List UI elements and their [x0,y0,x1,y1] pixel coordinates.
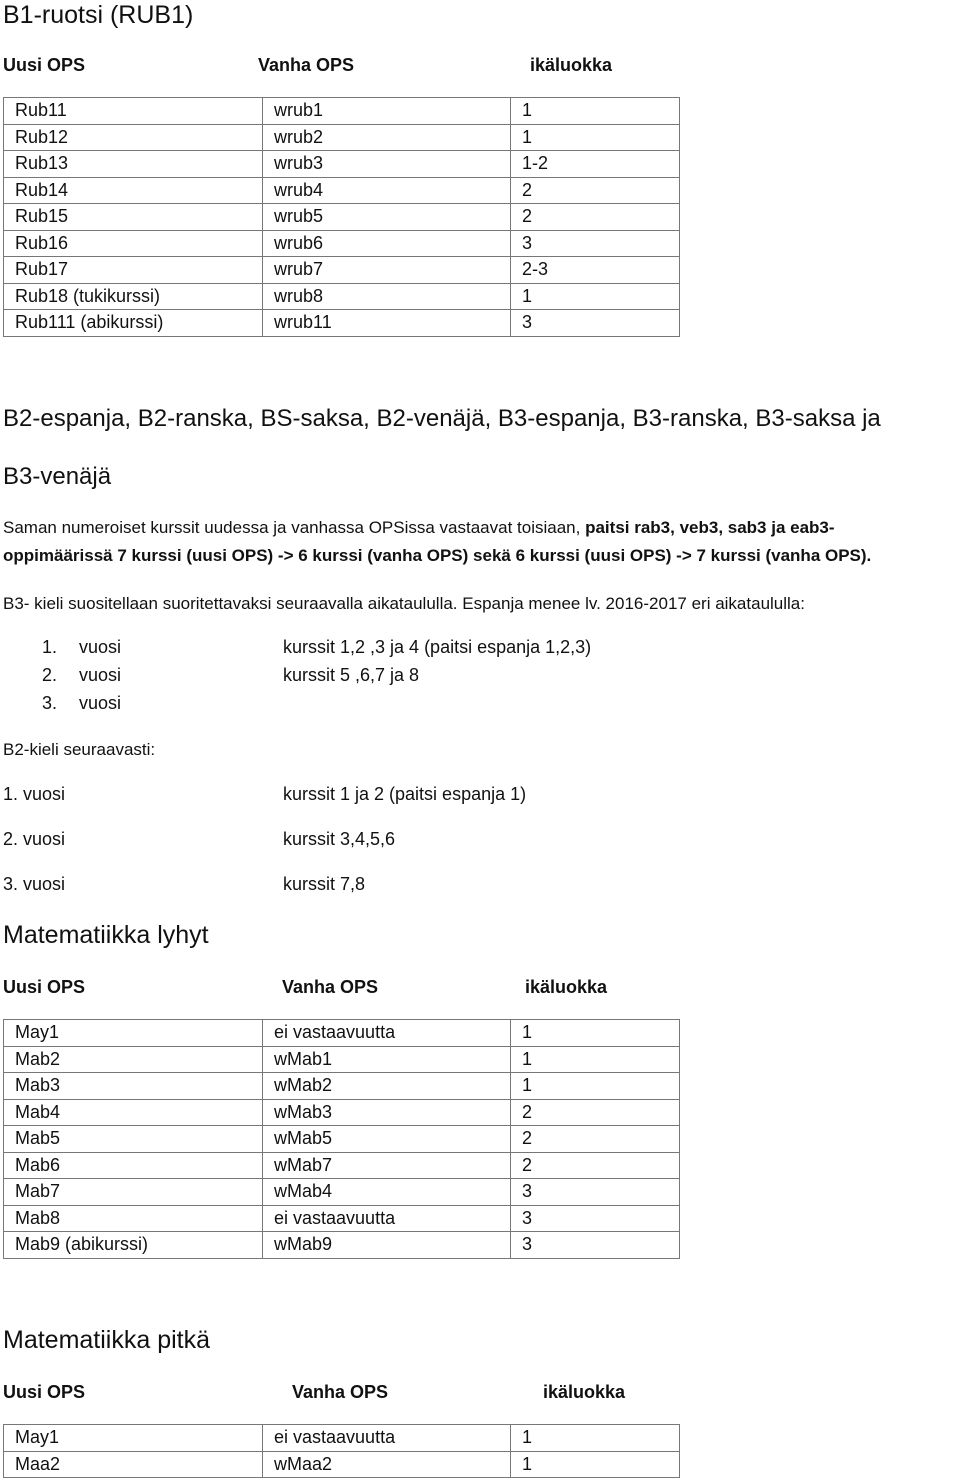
b2-schedule-courses: kurssit 1 ja 2 (paitsi espanja 1) [283,784,527,804]
course-new-cell: Rub14 [4,177,263,204]
table-row [4,124,680,151]
lyhyt-header-vanha: Vanha OPS [282,977,379,997]
course-new-cell: Rub18 (tukikurssi) [4,283,263,310]
b2-schedule-year: 1. vuosi [3,784,66,804]
course-grade-cell: 1 [511,283,680,310]
course-old-cell: wMab9 [263,1232,511,1259]
b2b3-paragraph-2: B3- kieli suositellaan suoritettavaksi seuraavalla aikataululla. Espanja menee lv. 2016-2017 eri aikataululla: [3,594,805,613]
b3-schedule-courses: kurssit 5 ,6,7 ja 8 [283,665,420,685]
b1-header-vanha: Vanha OPS [258,55,355,75]
b3-schedule-num: 3. [42,693,58,713]
course-old-cell: wrub3 [263,151,511,178]
course-new-cell: Mab4 [4,1099,263,1126]
b2b3-paragraph-1-bold-b: oppimäärissä 7 kurssi (uusi OPS) -> 6 kurssi (vanha OPS) sekä 6 kurssi (uusi OPS) -> 7 kurssi (vanha OPS). [3,546,872,565]
course-new-cell: May1 [4,1020,263,1047]
table-row [4,1126,680,1153]
course-new-cell: Rub12 [4,124,263,151]
course-new-cell: Mab3 [4,1073,263,1100]
course-old-cell: wrub7 [263,257,511,284]
course-old-cell: wMaa2 [263,1451,511,1478]
table-row [4,1020,680,1047]
b2-schedule-courses: kurssit 7,8 [283,874,366,894]
course-old-cell: wrub4 [263,177,511,204]
b3-schedule-year: vuosi [79,637,122,657]
course-new-cell: Mab5 [4,1126,263,1153]
course-old-cell: wrub2 [263,124,511,151]
course-grade-cell: 3 [511,1205,680,1232]
course-new-cell: Rub17 [4,257,263,284]
course-grade-cell: 2 [511,1152,680,1179]
table-row [4,230,680,257]
b1-course-table [3,97,680,337]
table-row [4,1099,680,1126]
table-row [4,204,680,231]
course-grade-cell: 2 [511,177,680,204]
course-grade-cell: 1 [511,1073,680,1100]
b3-schedule-year: vuosi [79,693,122,713]
course-new-cell: May1 [4,1425,263,1452]
course-grade-cell: 2-3 [511,257,680,284]
course-old-cell: wrub11 [263,310,511,337]
table-row [4,151,680,178]
section-title-maa-lyhyt: Matematiikka lyhyt [3,921,209,949]
course-grade-cell: 2 [511,1099,680,1126]
table-row [4,1205,680,1232]
table-row [4,1179,680,1206]
table-row [4,98,680,125]
b2-schedule-heading: B2-kieli seuraavasti: [3,740,156,759]
course-old-cell: wrub8 [263,283,511,310]
pitka-course-table [3,1424,680,1478]
course-grade-cell: 3 [511,1179,680,1206]
course-grade-cell: 1-2 [511,151,680,178]
course-old-cell: wMab4 [263,1179,511,1206]
course-grade-cell: 1 [511,98,680,125]
b3-schedule-year: vuosi [79,665,122,685]
course-new-cell: Rub15 [4,204,263,231]
course-new-cell: Maa2 [4,1451,263,1478]
b2b3-paragraph-1-bold-a: paitsi rab3, veb3, sab3 ja eab3- [585,518,835,537]
lyhyt-header-ikaluokka: ikäluokka [525,977,608,997]
course-grade-cell: 3 [511,230,680,257]
table-row [4,1073,680,1100]
b2-schedule-year: 2. vuosi [3,829,66,849]
course-old-cell: wMab5 [263,1126,511,1153]
table-row [4,1046,680,1073]
b2-schedule-courses: kurssit 3,4,5,6 [283,829,396,849]
course-new-cell: Mab7 [4,1179,263,1206]
course-grade-cell: 1 [511,124,680,151]
course-new-cell: Rub16 [4,230,263,257]
table-row [4,177,680,204]
course-new-cell: Rub13 [4,151,263,178]
table-row [4,1152,680,1179]
course-old-cell: ei vastaavuutta [263,1020,511,1047]
course-old-cell: wMab7 [263,1152,511,1179]
table-row [4,1232,680,1259]
course-grade-cell: 2 [511,1126,680,1153]
section-title-maa-pitka: Matematiikka pitkä [3,1326,211,1354]
course-new-cell: Mab8 [4,1205,263,1232]
pitka-header-vanha: Vanha OPS [292,1382,389,1402]
section-title-b1: B1-ruotsi (RUB1) [3,1,194,29]
course-old-cell: wMab1 [263,1046,511,1073]
pitka-header-uusi: Uusi OPS [3,1382,86,1402]
table-row [4,257,680,284]
lyhyt-course-table [3,1019,680,1259]
course-grade-cell: 1 [511,1020,680,1047]
lyhyt-header-uusi: Uusi OPS [3,977,86,997]
course-old-cell: wrub6 [263,230,511,257]
pitka-header-ikaluokka: ikäluokka [543,1382,626,1402]
b2-schedule-year: 3. vuosi [3,874,66,894]
section-title-b2b3-line2: B3-venäjä [3,463,112,490]
course-grade-cell: 2 [511,204,680,231]
course-grade-cell: 1 [511,1451,680,1478]
b3-schedule-courses: kurssit 1,2 ,3 ja 4 (paitsi espanja 1,2,3) [283,637,592,657]
course-new-cell: Mab2 [4,1046,263,1073]
table-row [4,1451,680,1478]
b3-schedule-num: 2. [42,665,58,685]
section-title-b2b3-line1: B2-espanja, B2-ranska, BS-saksa, B2-venäjä, B3-espanja, B3-ranska, B3-saksa ja [3,405,881,432]
table-row [4,1425,680,1452]
course-old-cell: ei vastaavuutta [263,1425,511,1452]
course-new-cell: Mab6 [4,1152,263,1179]
b3-schedule-num: 1. [42,637,58,657]
course-old-cell: wrub1 [263,98,511,125]
course-old-cell: wMab3 [263,1099,511,1126]
course-new-cell: Rub111 (abikurssi) [4,310,263,337]
course-new-cell: Rub11 [4,98,263,125]
b1-header-uusi: Uusi OPS [3,55,86,75]
course-old-cell: wrub5 [263,204,511,231]
course-old-cell: ei vastaavuutta [263,1205,511,1232]
course-grade-cell: 3 [511,310,680,337]
table-row [4,310,680,337]
b2b3-paragraph-1 [3,518,835,538]
course-old-cell: wMab2 [263,1073,511,1100]
course-grade-cell: 3 [511,1232,680,1259]
course-new-cell: Mab9 (abikurssi) [4,1232,263,1259]
b1-header-ikaluokka: ikäluokka [530,55,613,75]
table-row [4,283,680,310]
course-grade-cell: 1 [511,1425,680,1452]
b2b3-paragraph-1-normal: Saman numeroiset kurssit uudessa ja vanhassa OPSissa vastaavat toisiaan, [3,518,581,537]
course-grade-cell: 1 [511,1046,680,1073]
